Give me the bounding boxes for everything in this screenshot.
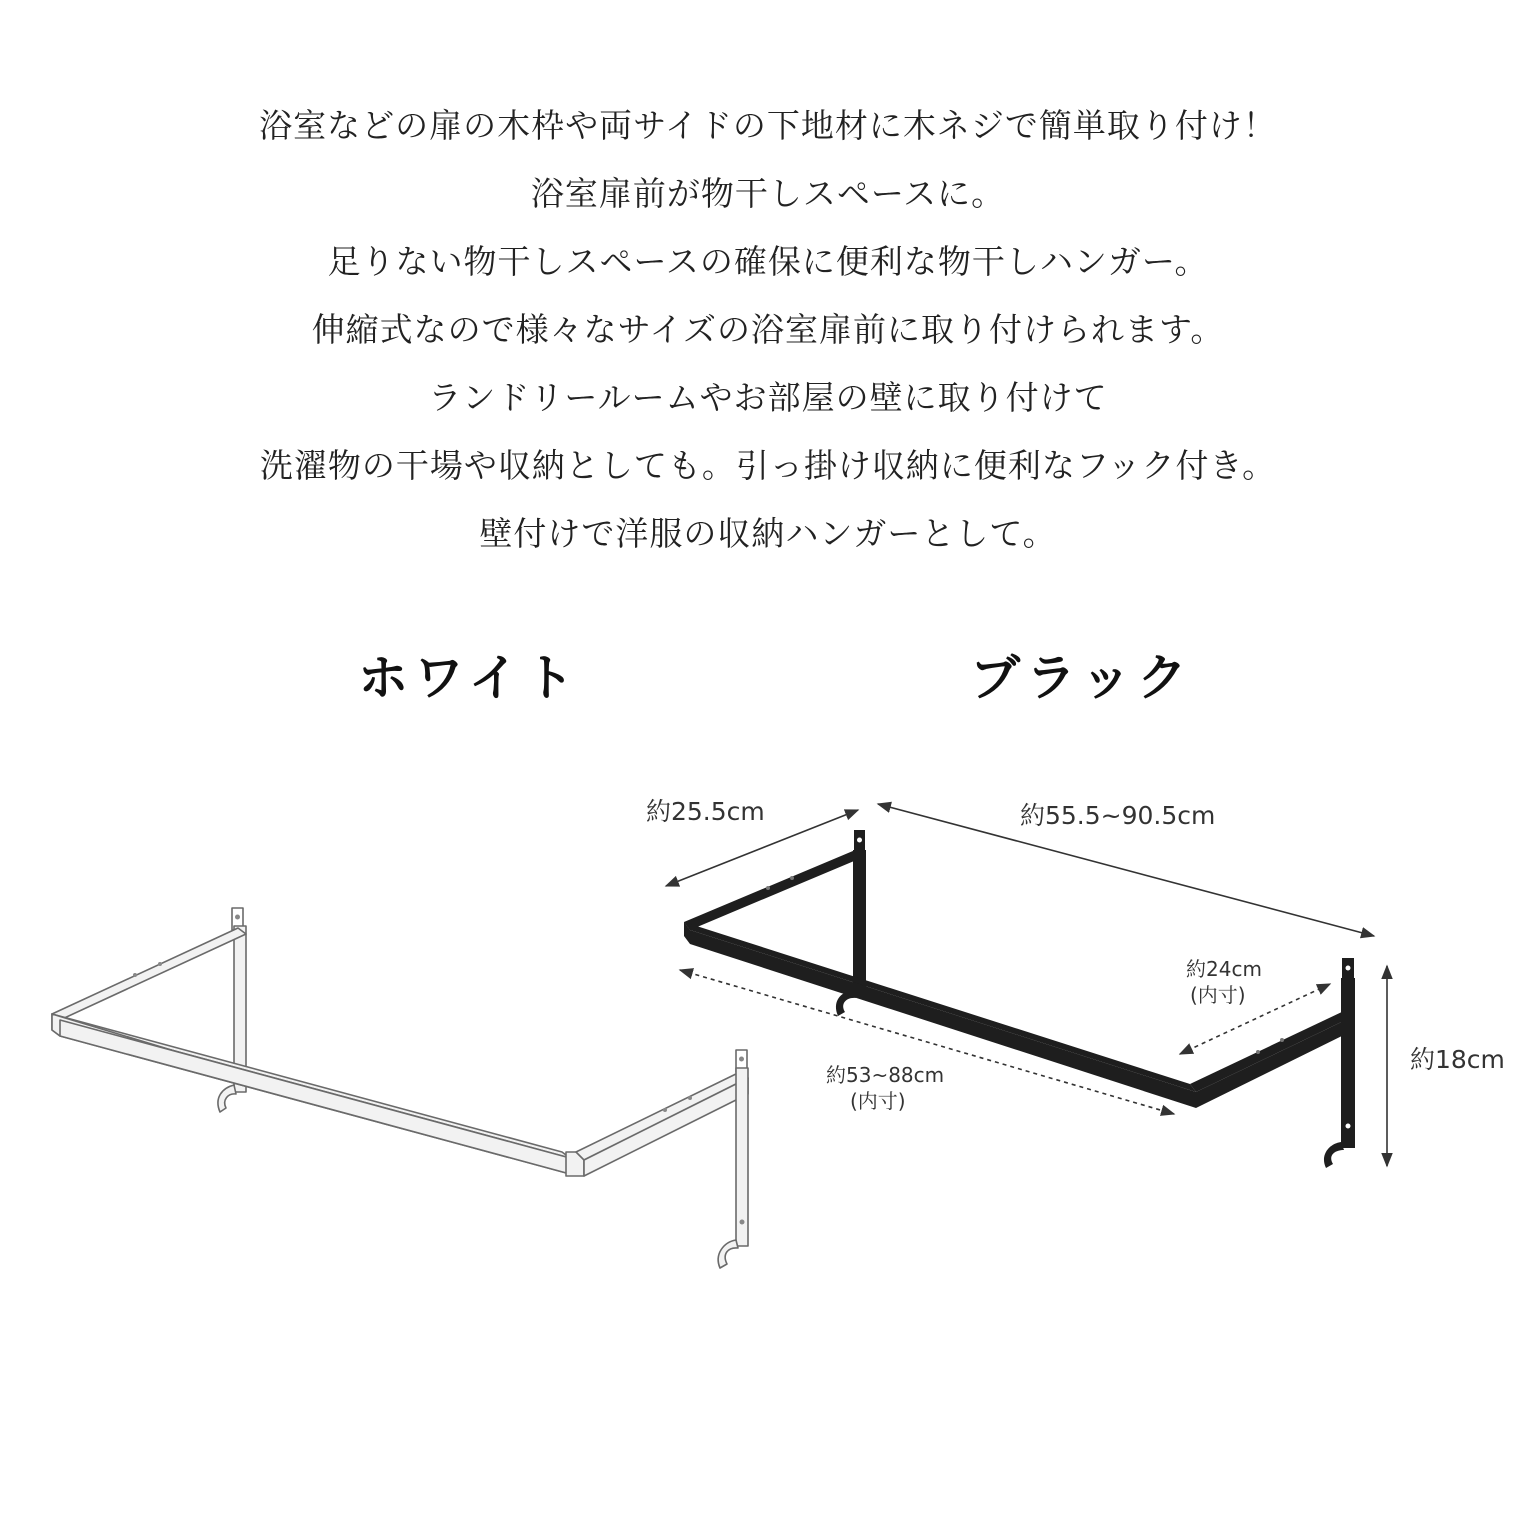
black-back-arm [684,848,866,930]
white-variant-label: ホワイト [358,649,581,707]
description-line-5: ランドリールームやお部屋の壁に取り付けて [428,378,1108,417]
description-line-7: 壁付けで洋服の収納ハンガーとして。 [479,514,1057,553]
black-hanger-illustration [684,830,1355,1168]
white-hanger-illustration [52,908,748,1268]
white-front-arm [576,1072,748,1160]
black-front-arm [1190,1010,1354,1092]
description-line-6: 洗濯物の干場や収納としても。引っ掛け収納に便利なフック付き。 [259,446,1277,485]
description-line-1: 浴室などの扉の木枠や両サイドの下地材に木ネジで簡単取り付け！ [259,106,1277,145]
width-dimension-label: 約55.5~90.5cm [1020,801,1216,830]
depth-dimension-label: 約25.5cm [646,797,765,826]
description-line-2: 浴室扉前が物干しスペースに。 [530,174,1006,213]
inner-depth-dimension-label: 約24cm [1186,957,1262,981]
height-dimension-label: 約18cm [1410,1045,1505,1074]
description-line-3: 足りない物干しスペースの確保に便利な物干しハンガー。 [327,242,1209,281]
inner-width-arrow [680,970,1174,1114]
description-line-4: 伸縮式なので様々なサイズの浴室扉前に取り付けられます。 [311,310,1225,349]
dimension-lines [666,804,1387,1166]
inner-depth-note-label: (内寸) [1190,983,1246,1007]
black-variant-label: ブラック [970,649,1193,707]
inner-width-note-label: (内寸) [850,1089,906,1113]
white-back-arm [52,928,246,1020]
inner-width-dimension-label: 約53~88cm [826,1063,945,1087]
black-front-bracket [1324,958,1355,1168]
